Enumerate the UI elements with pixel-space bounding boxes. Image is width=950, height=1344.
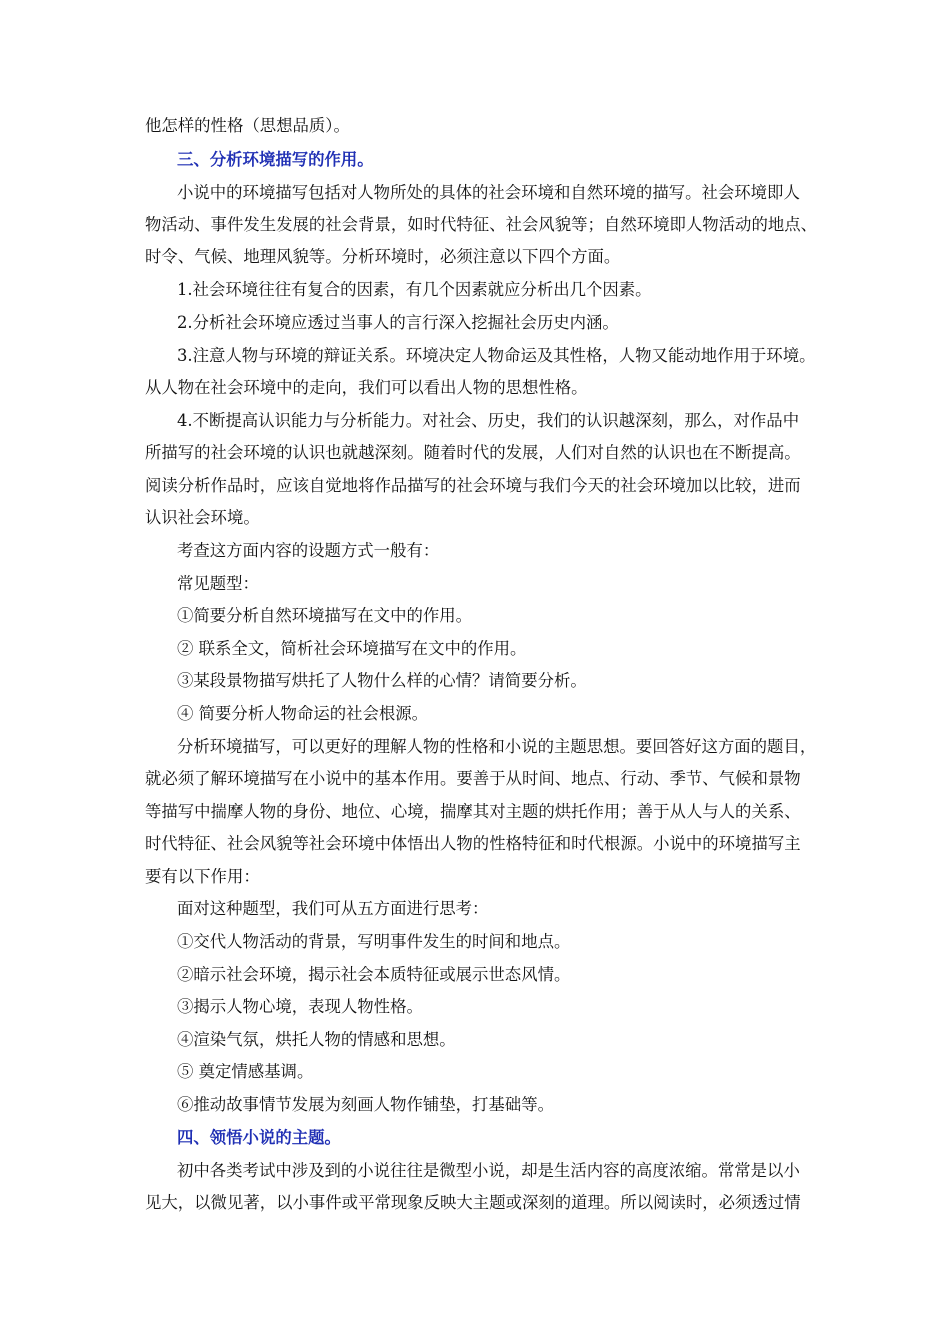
text-line: 时代特征、社会风貌等社会环境中体悟出人物的性格特征和时代根源。小说中的环境描写主 xyxy=(145,834,801,853)
list-item: ④ 简要分析人物命运的社会根源。 xyxy=(177,704,429,723)
text-line: 就必须了解环境描写在小说中的基本作用。要善于从时间、地点、行动、季节、气候和景物 xyxy=(145,769,801,788)
text-line: 4.不断提高认识能力与分析能力。对社会、历史，我们的认识越深刻，那么，对作品中 xyxy=(177,411,800,430)
text-line: 见大，以微见著，以小事件或平常现象反映大主题或深刻的道理。所以阅读时，必须透过情 xyxy=(145,1193,801,1212)
text-line: 从人物在社会环境中的走向，我们可以看出人物的思想性格。 xyxy=(145,378,588,397)
list-item: ②暗示社会环境，揭示社会本质特征或展示世态风情。 xyxy=(177,965,571,984)
text-line: 他怎样的性格（思想品质）。 xyxy=(145,116,350,135)
text-line: 时令、气候、地理风貌等。分析环境时，必须注意以下四个方面。 xyxy=(145,247,621,266)
list-item: ⑤ 奠定情感基调。 xyxy=(177,1062,314,1081)
text-line: 分析环境描写，可以更好的理解人物的性格和小说的主题思想。要回答好这方面的题目， xyxy=(177,737,817,756)
text-line: 要有以下作用： xyxy=(145,867,260,886)
text-line: 等描写中揣摩人物的身份、地位、心境，揣摩其对主题的烘托作用；善于从人与人的关系、 xyxy=(145,802,801,821)
text-line: 常见题型： xyxy=(177,574,259,593)
text-line: 1.社会环境往往有复合的因素，有几个因素就应分析出几个因素。 xyxy=(177,280,652,299)
text-line: 认识社会环境。 xyxy=(145,508,260,527)
list-item: ④渲染气氛，烘托人物的情感和思想。 xyxy=(177,1030,456,1049)
text-line: 小说中的环境描写包括对人物所处的具体的社会环境和自然环境的描写。社会环境即人 xyxy=(177,183,800,202)
list-item: ② 联系全文，简析社会环境描写在文中的作用。 xyxy=(177,639,527,658)
list-item: ⑥推动故事情节发展为刻画人物作铺垫，打基础等。 xyxy=(177,1095,554,1114)
text-line: 阅读分析作品时，应该自觉地将作品描写的社会环境与我们今天的社会环境加以比较，进而 xyxy=(145,476,801,495)
text-line: 2.分析社会环境应透过当事人的言行深入挖掘社会历史内涵。 xyxy=(177,313,619,332)
text-line: 考查这方面内容的设题方式一般有： xyxy=(177,541,440,560)
text-line: 初中各类考试中涉及到的小说往往是微型小说，却是生活内容的高度浓缩。常常是以小 xyxy=(177,1161,800,1180)
text-line: 物活动、事件发生发展的社会背景，如时代特征、社会风貌等；自然环境即人物活动的地点、 xyxy=(145,215,818,234)
list-item: ③某段景物描写烘托了人物什么样的心情？请简要分析。 xyxy=(177,671,587,690)
text-line: 面对这种题型，我们可从五方面进行思考： xyxy=(177,899,489,918)
text-line: 3.注意人物与环境的辩证关系。环境决定人物命运及其性格，人物又能动地作用于环境。 xyxy=(177,346,816,365)
list-item: ①交代人物活动的背景，写明事件发生的时间和地点。 xyxy=(177,932,571,951)
section-heading-3: 三、分析环境描写的作用。 xyxy=(177,150,374,169)
text-line: 所描写的社会环境的认识也就越深刻。随着时代的发展，人们对自然的认识也在不断提高。 xyxy=(145,443,801,462)
list-item: ③揭示人物心境，表现人物性格。 xyxy=(177,997,423,1016)
section-heading-4: 四、领悟小说的主题。 xyxy=(177,1128,341,1147)
list-item: ①简要分析自然环境描写在文中的作用。 xyxy=(177,606,473,625)
